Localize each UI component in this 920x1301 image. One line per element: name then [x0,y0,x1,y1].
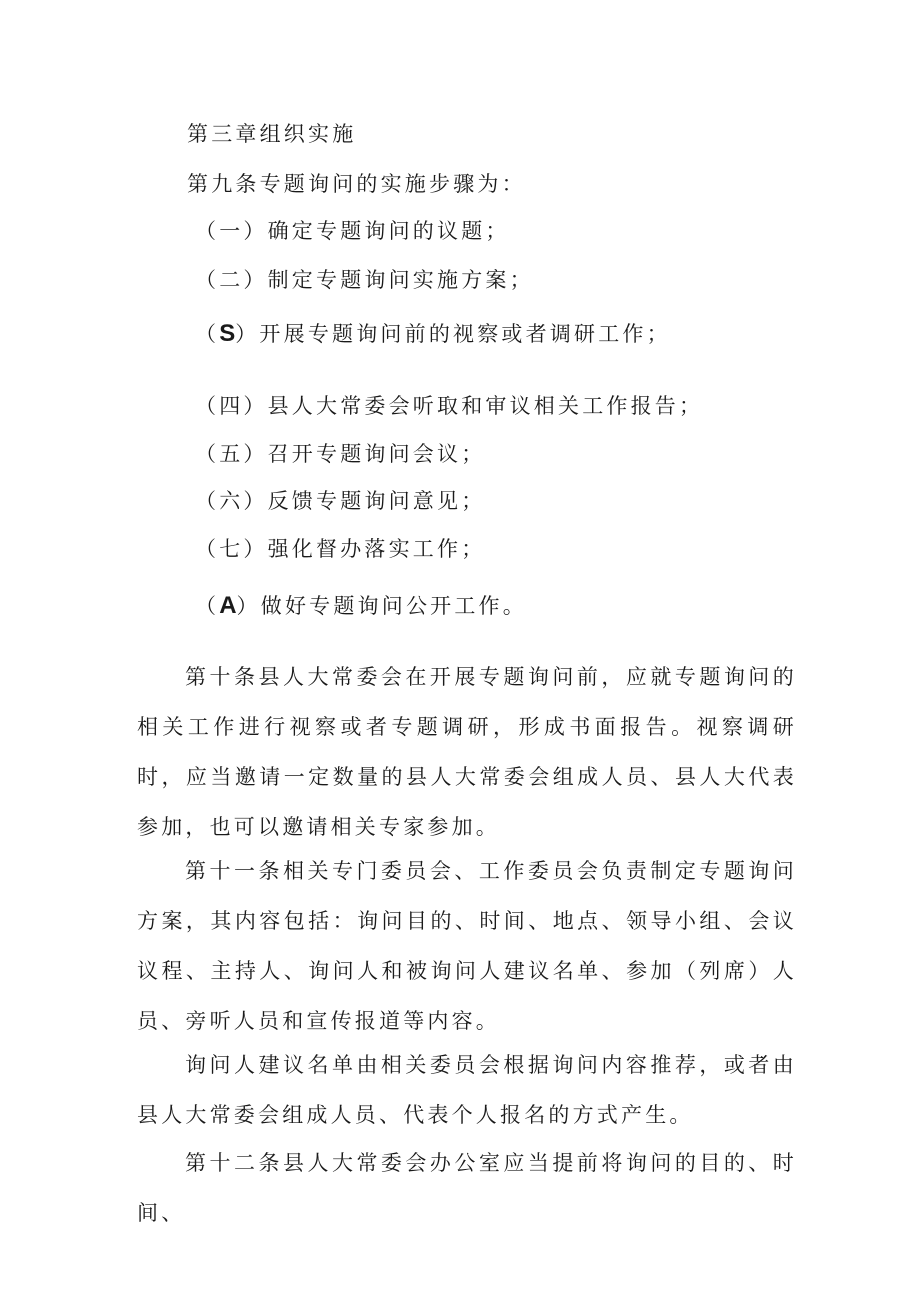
list-item: （六）反馈专题询问意见； [195,489,486,513]
article-10: 第十条县人大常委会在开展专题询问前，应就专题询问的相关工作进行视察或者专题调研，形成书面报告。视察调研时，应当邀请一定数量的县人大常委会组成人员、县人大代表参加，也可以邀请相关专家参加。 [137,665,797,839]
item-text: 开展专题询问前的视察或者调研工作； [259,322,671,346]
list-item: （七）强化督办落实工作； [195,537,486,561]
item-marker: A [219,592,237,619]
item-text: 做好专题询问公开工作。 [260,594,527,618]
list-item [195,592,527,620]
item-marker: S [219,320,236,347]
list-item: （二）制定专题询问实施方案； [195,268,534,292]
item-close-paren: ） [235,322,260,346]
list-item: （四）县人大常委会听取和审议相关工作报告； [195,394,704,418]
item-open-paren: （ [195,322,220,346]
chapter-title: 第三章组织实施 [187,122,357,146]
article-9-heading: 第九条专题询问的实施步骤为： [187,172,526,196]
item-open-paren: （ [195,594,220,618]
list-item: （五）召开专题询问会议； [195,442,486,466]
item-close-paren: ） [236,594,261,618]
article-11-paragraph-2: 询问人建议名单由相关委员会根据询问内容推荐，或者由县人大常委会组成人员、代表个人报名的方式产生。 [137,1053,797,1127]
list-item: （一）确定专题询问的议题； [195,219,510,243]
article-11: 第十一条相关专门委员会、工作委员会负责制定专题询问方案，其内容包括：询问目的、时间、地点、领导小组、会议议程、主持人、询问人和被询问人建议名单、参加（列席）人员、旁听人员和宣传报道等内容。 [137,859,797,1033]
list-item [195,320,671,348]
article-12: 第十二条县人大常委会办公室应当提前将询问的目的、时间、 [137,1151,797,1225]
